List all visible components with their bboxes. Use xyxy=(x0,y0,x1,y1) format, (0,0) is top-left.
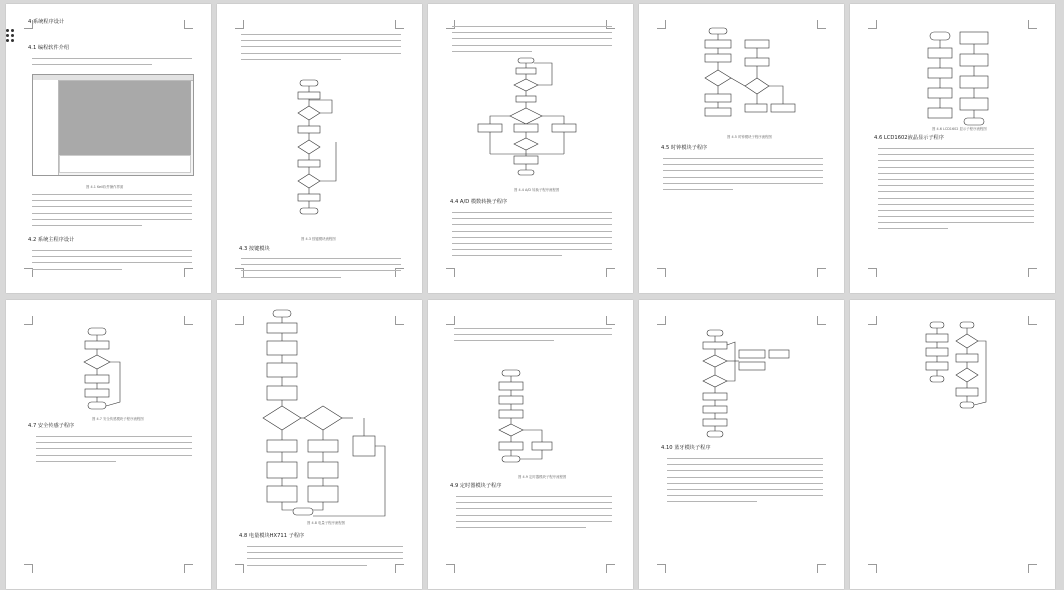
page-1 xyxy=(6,4,211,293)
flowchart-keys xyxy=(292,80,352,230)
section-heading: 4.4 A/D 模数转换子程序 xyxy=(450,199,508,205)
flowchart-timer xyxy=(494,370,564,470)
figure-caption: 图 4.4 A/D 转换子程序流程图 xyxy=(514,188,560,192)
page-4 xyxy=(639,4,844,293)
figure-caption: 图 4.7 安全传感模块子程序流程图 xyxy=(92,417,144,421)
page-10 xyxy=(850,300,1055,589)
flowchart-safety xyxy=(80,328,140,414)
figure-caption: 图 4.8 电量子程序流程图 xyxy=(307,521,346,525)
flowchart-main xyxy=(695,330,795,440)
chapter-heading: 4 系统程序设计 xyxy=(28,19,65,25)
figure-caption: 图 4.9 定时器模块子程序流程图 xyxy=(518,475,567,479)
page-6 xyxy=(6,300,211,589)
keil-screenshot xyxy=(32,74,194,176)
figure-caption: 图 4.3 按键模块流程图 xyxy=(301,237,336,241)
section-heading: 4.2 系统主程序设计 xyxy=(28,237,75,243)
figure-caption: 图 4.5 时钟模块子程序流程图 xyxy=(727,135,772,139)
flowchart-clock xyxy=(697,28,797,138)
section-heading: 4.1 编程软件介绍 xyxy=(28,45,70,51)
section-heading: 4.8 电量模块HX711 子程序 xyxy=(239,533,305,539)
page-3 xyxy=(428,4,633,293)
section-heading: 4.3 按键模块 xyxy=(239,246,270,252)
page-5 xyxy=(850,4,1055,293)
section-heading: 4.7 安全传感子程序 xyxy=(28,423,75,429)
section-heading: 4.10 蓝牙模块子程序 xyxy=(661,445,711,451)
section-heading: 4.5 时钟模块子程序 xyxy=(661,145,708,151)
page-7 xyxy=(217,300,422,589)
flowchart-bluetooth xyxy=(926,322,1006,412)
page-2 xyxy=(217,4,422,293)
figure-caption: 图 4.1 Keil软件操作界面 xyxy=(86,185,124,189)
flowchart-hx711 xyxy=(263,310,393,518)
page-9 xyxy=(639,300,844,589)
drag-handle-icon[interactable] xyxy=(6,29,16,43)
figure-caption: 图 4.6 LCD1602 显示子程序流程图 xyxy=(932,127,987,131)
flowchart-adc xyxy=(456,58,596,186)
flowchart-lcd xyxy=(926,32,1006,132)
section-heading: 4.6 LCD1602液晶显示子程序 xyxy=(874,135,944,141)
page-8 xyxy=(428,300,633,589)
section-heading: 4.9 定时器模块子程序 xyxy=(450,483,502,489)
